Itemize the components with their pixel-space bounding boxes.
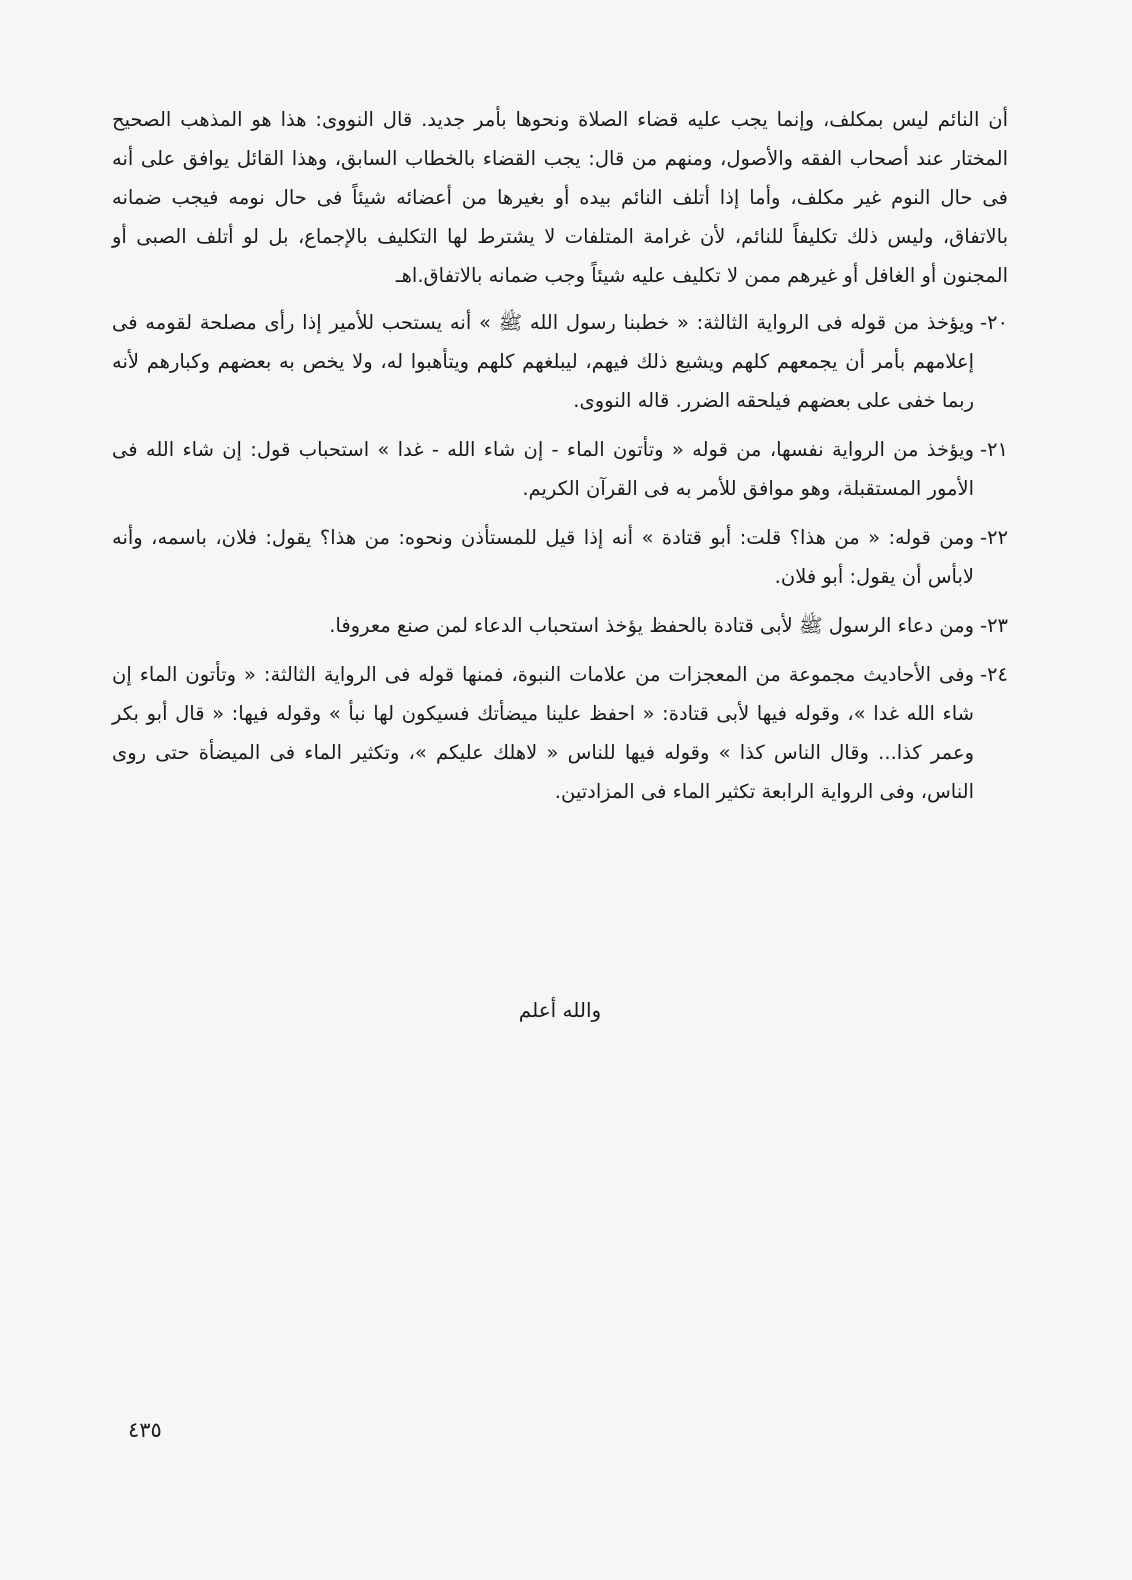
list-item-24: [112, 655, 1008, 811]
page-number: ٤٣٥: [128, 1418, 162, 1442]
item-number: ٢٤-: [980, 663, 1008, 686]
list-item-23: [112, 606, 1008, 645]
item-number: ٢٣-: [980, 614, 1008, 637]
document-page: [112, 100, 1008, 1540]
item-text: ويؤخذ من الرواية نفسها، من قوله « وتأتون الماء - إن شاء الله - غدا » استحباب قول: إن شاء الله فى الأمور المستقبلة، وهو موافق للأمر به فى القرآن الكريم.: [112, 438, 974, 500]
item-text: ومن قوله: « من هذا؟ قلت: أبو قتادة » أنه إذا قيل للمستأذن ونحوه: من هذا؟ يقول: فلان، باسمه، وأنه لابأس أن يقول: أبو فلان.: [112, 526, 974, 588]
item-number: ٢٠-: [980, 311, 1008, 334]
intro-paragraph: أن النائم ليس بمكلف، وإنما يجب عليه قضاء الصلاة ونحوها بأمر جديد. قال النووى: هذا هو المذهب الصحيح المختار عند أصحاب الفقه والأصول، ومنهم من قال: يجب القضاء بالخطاب السابق، وهذا القائل يوافق على أنه فى حال النوم غير مكلف، وأما إذا أتلف النائم بيده أو بغيرها من أعضائه شيئاً فى حال نومه فيجب ضمانه بالاتفاق، وليس ذلك تكليفاً للنائم، لأن غرامة المتلفات لا يشترط لها التكليف بالإجماع، بل لو أتلف الصبى أو المجنون أو الغافل أو غيرهم ممن لا تكليف عليه شيئاً وجب ضمانه بالاتفاق.اهـ: [112, 108, 1008, 287]
item-text: ومن دعاء الرسول ﷺ لأبى قتادة بالحفظ يؤخذ استحباب الدعاء لمن صنع معروفا.: [329, 614, 974, 637]
list-item-22: [112, 518, 1008, 596]
list-item-20: [112, 303, 1008, 420]
closing-phrase: والله أعلم: [518, 998, 602, 1022]
item-text: وفى الأحاديث مجموعة من المعجزات من علامات النبوة، فمنها قوله فى الرواية الثالثة: « وتأتون الماء إن شاء الله غدا »، وقوله فيها لأبى قتادة: « احفظ علينا ميضأتك فسيكون لها نبأ » وقوله فيها: « قال أبو بكر وعمر كذا... وقال الناس كذا » وقوله فيها للناس « لاهلك عليكم »، وتكثير الماء فى الميضأة حتى روى الناس، وفى الرواية الرابعة تكثير الماء فى المزادتين.: [112, 663, 974, 803]
item-number: ٢٢-: [980, 526, 1008, 549]
item-number: ٢١-: [980, 438, 1008, 461]
list-item-21: [112, 430, 1008, 508]
item-text: ويؤخذ من قوله فى الرواية الثالثة: « خطبنا رسول الله ﷺ » أنه يستحب للأمير إذا رأى مصلحة لقومه فى إعلامهم بأمر أن يجمعهم كلهم ويشيع ذلك فيهم، ليبلغهم كلهم ويتأهبوا له، ولا يخص به بعضهم وكبارهم لأنه ربما خفى على بعضهم فيلحقه الضرر. قاله النووى.: [112, 311, 974, 412]
